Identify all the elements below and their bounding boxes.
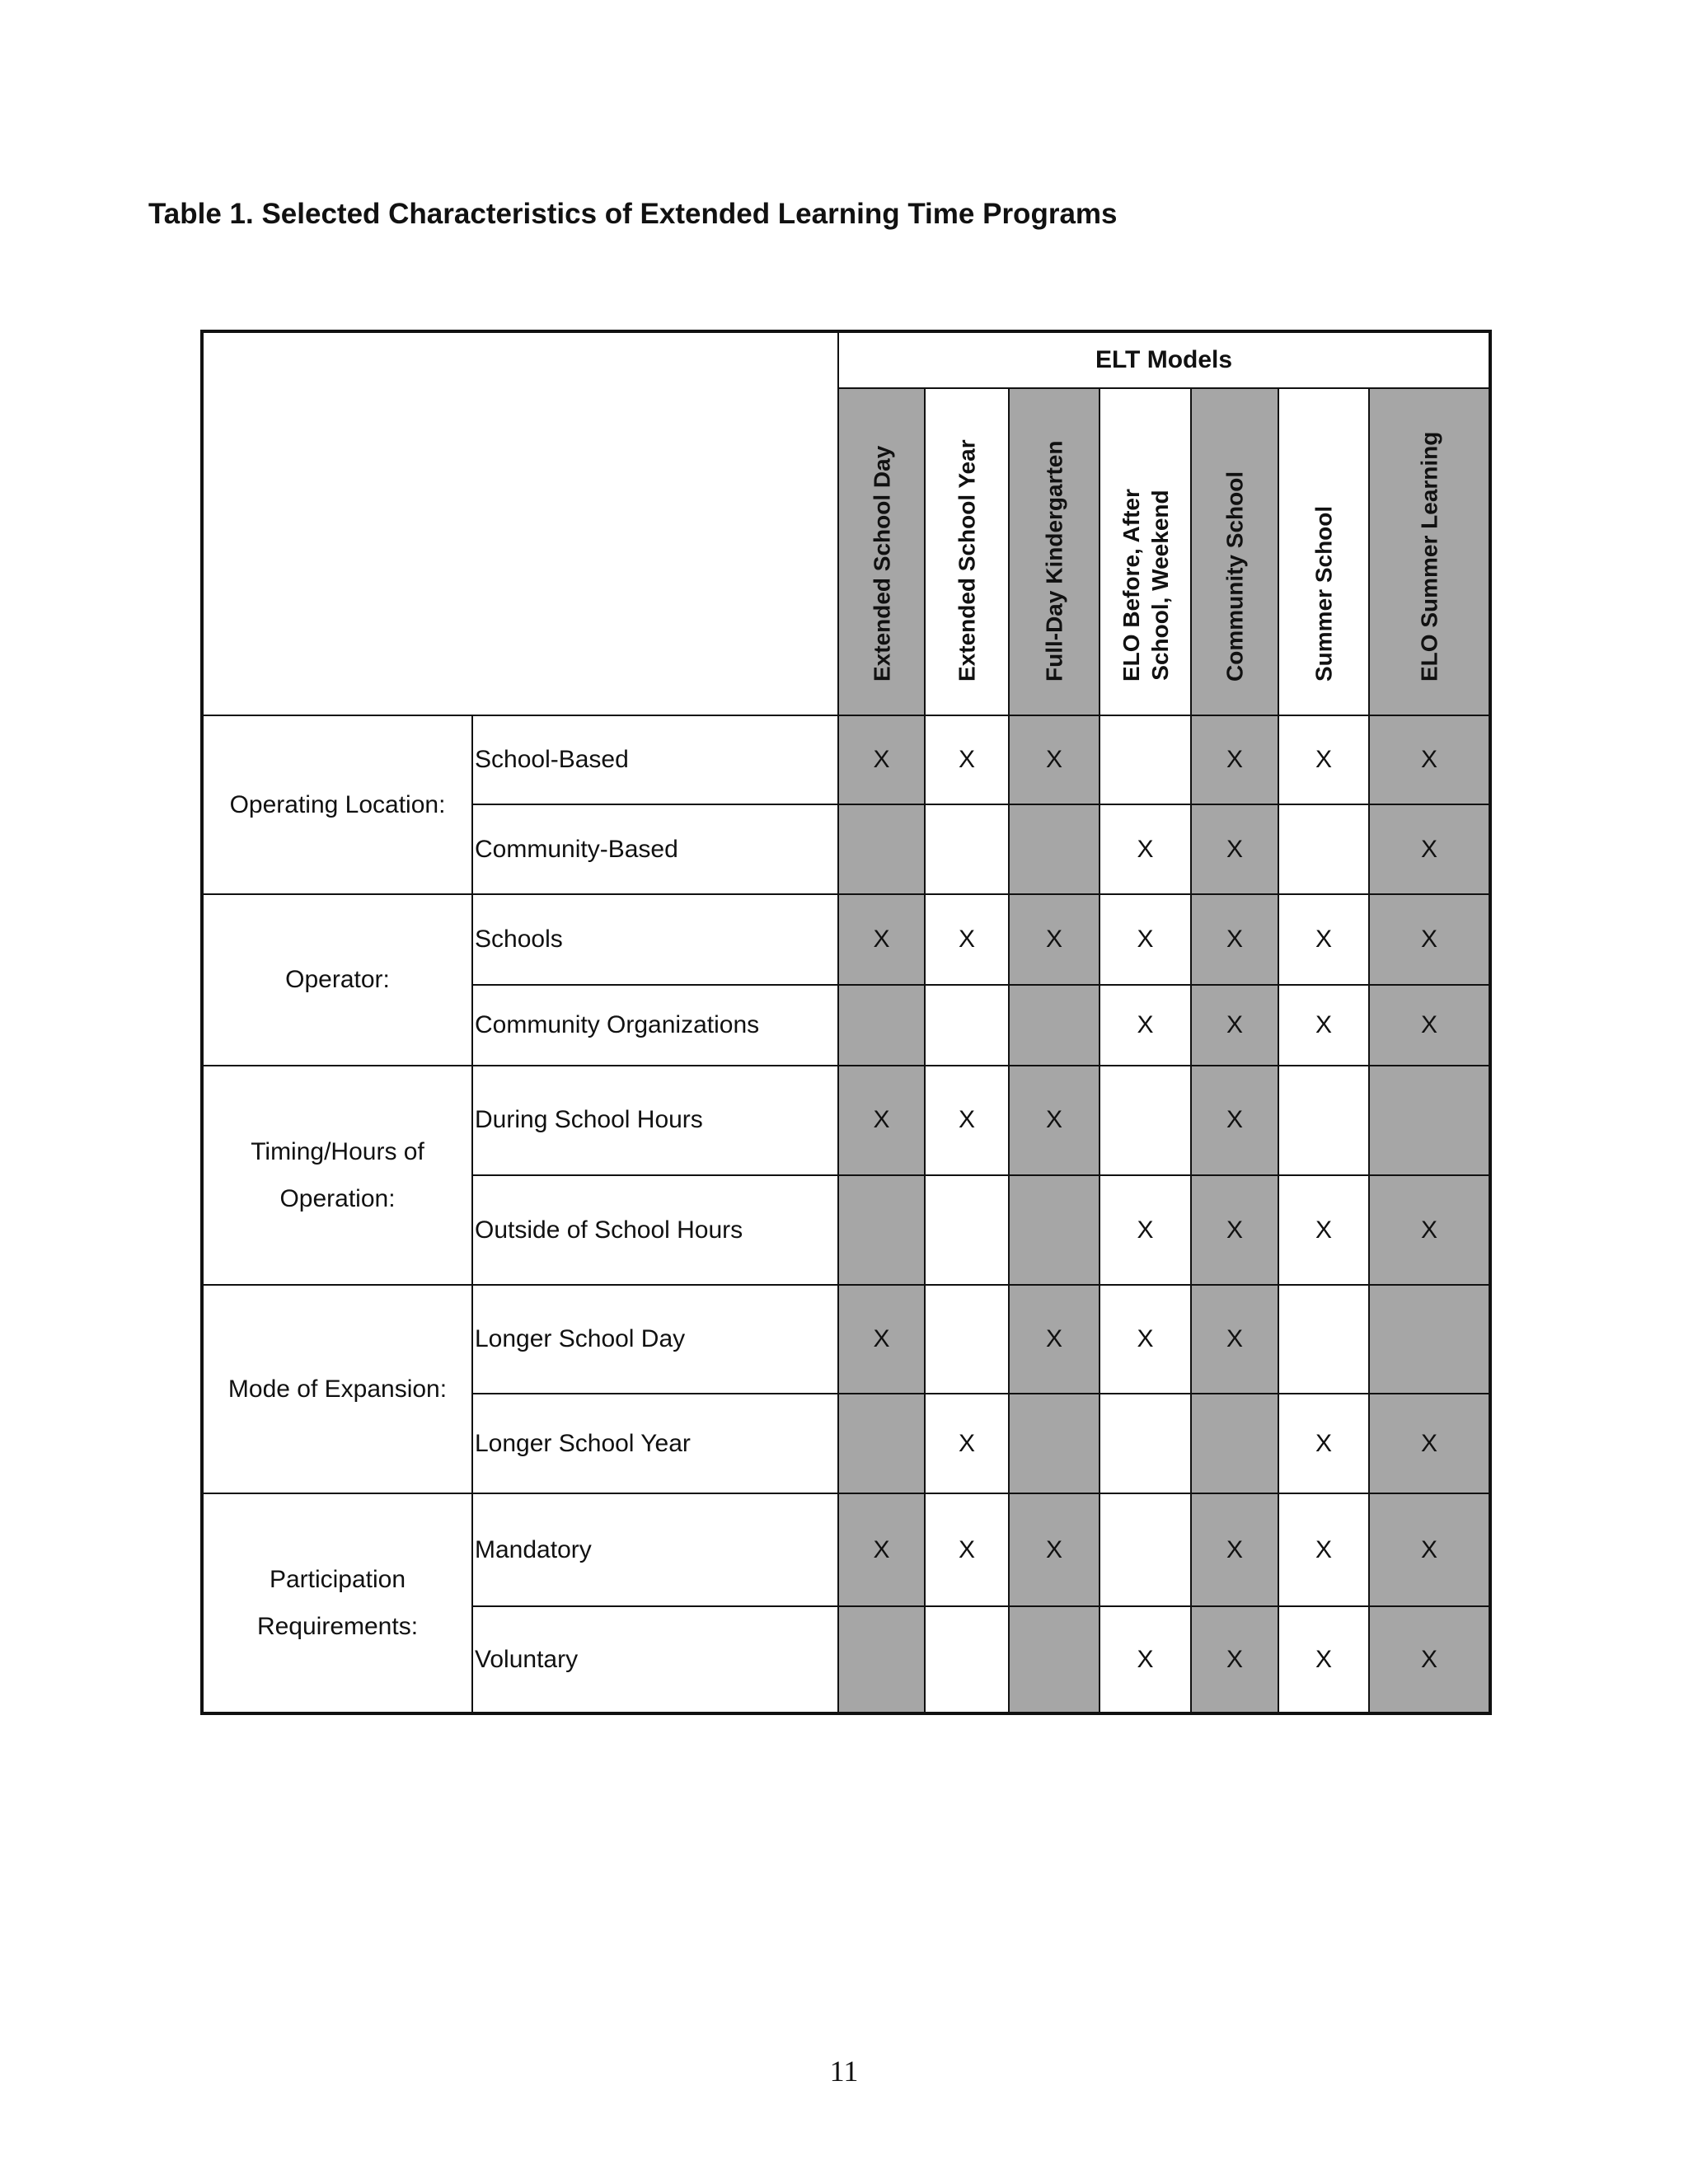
elt-characteristics-table-wrapper xyxy=(200,330,1489,1715)
mark-cell: X xyxy=(838,894,925,985)
column-header xyxy=(1369,388,1490,715)
column-header xyxy=(838,388,925,715)
mark-cell: X xyxy=(1278,894,1369,985)
group-label: Timing/Hours of Operation: xyxy=(202,1066,472,1285)
table-row xyxy=(202,1285,1490,1394)
mark-cell: X xyxy=(1100,1285,1191,1394)
mark-cell: X xyxy=(838,1066,925,1176)
mark-cell: X xyxy=(1369,1394,1490,1493)
mark-cell: X xyxy=(1100,804,1191,893)
row-label: Longer School Year xyxy=(472,1394,838,1493)
mark-cell: X xyxy=(1191,804,1278,893)
mark-cell: X xyxy=(1369,1606,1490,1713)
column-header xyxy=(925,388,1009,715)
mark-cell xyxy=(1278,1066,1369,1176)
mark-cell: X xyxy=(1100,1606,1191,1713)
mark-cell: X xyxy=(838,1285,925,1394)
mark-cell xyxy=(1009,804,1100,893)
elt-models-header: ELT Models xyxy=(838,331,1490,388)
mark-cell: X xyxy=(1191,1285,1278,1394)
table-body xyxy=(202,715,1490,1713)
column-header-label xyxy=(1117,489,1175,682)
column-header xyxy=(1191,388,1278,715)
column-header-label-line: Extended School Year xyxy=(954,439,980,682)
mark-cell: X xyxy=(1009,1493,1100,1607)
mark-cell xyxy=(838,1175,925,1285)
row-label: Schools xyxy=(472,894,838,985)
row-label: School-Based xyxy=(472,715,838,804)
mark-cell: X xyxy=(1191,1606,1278,1713)
mark-cell xyxy=(1191,1394,1278,1493)
mark-cell: X xyxy=(1369,894,1490,985)
mark-cell xyxy=(925,1285,1009,1394)
group-label: Participation Requirements: xyxy=(202,1493,472,1713)
row-label: Community Organizations xyxy=(472,985,838,1065)
mark-cell: X xyxy=(1278,1175,1369,1285)
mark-cell: X xyxy=(1278,715,1369,804)
table-row xyxy=(202,1493,1490,1607)
mark-cell xyxy=(838,1606,925,1713)
mark-cell: X xyxy=(1100,1175,1191,1285)
column-header-label xyxy=(1415,432,1444,682)
group-label: Operator: xyxy=(202,894,472,1066)
mark-cell xyxy=(1369,1285,1490,1394)
table-row xyxy=(202,1066,1490,1176)
mark-cell: X xyxy=(1009,1285,1100,1394)
mark-cell: X xyxy=(925,1493,1009,1607)
column-header-label xyxy=(867,446,896,682)
mark-cell: X xyxy=(1278,1606,1369,1713)
mark-cell xyxy=(838,985,925,1065)
mark-cell xyxy=(925,804,1009,893)
mark-cell: X xyxy=(925,715,1009,804)
group-label: Mode of Expansion: xyxy=(202,1285,472,1493)
table-corner xyxy=(202,331,838,715)
mark-cell: X xyxy=(1369,715,1490,804)
mark-cell xyxy=(1278,804,1369,893)
mark-cell: X xyxy=(925,1066,1009,1176)
mark-cell xyxy=(1009,1606,1100,1713)
mark-cell xyxy=(838,804,925,893)
page-title: Table 1. Selected Characteristics of Extended Learning Time Programs xyxy=(148,198,1118,230)
mark-cell: X xyxy=(1100,985,1191,1065)
group-label: Operating Location: xyxy=(202,715,472,894)
column-header-label xyxy=(1221,471,1250,682)
column-header-label-line: Summer School xyxy=(1311,505,1337,682)
mark-cell: X xyxy=(1009,1066,1100,1176)
mark-cell: X xyxy=(925,1394,1009,1493)
page-number: 11 xyxy=(829,2055,859,2088)
mark-cell xyxy=(1278,1285,1369,1394)
mark-cell xyxy=(1009,1175,1100,1285)
mark-cell: X xyxy=(1369,1493,1490,1607)
mark-cell xyxy=(1009,1394,1100,1493)
column-header xyxy=(1278,388,1369,715)
column-header-label xyxy=(1040,441,1069,682)
table-row xyxy=(202,894,1490,985)
row-label: During School Hours xyxy=(472,1066,838,1176)
mark-cell xyxy=(1100,1394,1191,1493)
mark-cell xyxy=(1009,985,1100,1065)
mark-cell xyxy=(925,1606,1009,1713)
mark-cell: X xyxy=(1369,804,1490,893)
mark-cell: X xyxy=(1278,1493,1369,1607)
row-label: Outside of School Hours xyxy=(472,1175,838,1285)
row-label: Community-Based xyxy=(472,804,838,893)
column-header-label xyxy=(1310,506,1339,682)
column-header-label-line: ELO Before, After xyxy=(1118,489,1144,682)
mark-cell xyxy=(925,1175,1009,1285)
mark-cell: X xyxy=(1191,715,1278,804)
row-label: Mandatory xyxy=(472,1493,838,1607)
mark-cell: X xyxy=(838,1493,925,1607)
column-header xyxy=(1009,388,1100,715)
mark-cell: X xyxy=(1191,1066,1278,1176)
column-header-label-line: Community School xyxy=(1221,471,1248,682)
column-header-label-line: ELO Summer Learning xyxy=(1416,431,1442,682)
column-header-label-line: School, Weekend xyxy=(1146,490,1173,681)
mark-cell: X xyxy=(1191,985,1278,1065)
mark-cell xyxy=(1369,1066,1490,1176)
mark-cell: X xyxy=(1009,894,1100,985)
mark-cell xyxy=(1100,1066,1191,1176)
mark-cell: X xyxy=(1278,985,1369,1065)
mark-cell: X xyxy=(925,894,1009,985)
column-header-label xyxy=(953,439,982,682)
mark-cell: X xyxy=(1191,894,1278,985)
elt-characteristics-table xyxy=(200,330,1492,1715)
mark-cell xyxy=(838,1394,925,1493)
column-header xyxy=(1100,388,1191,715)
mark-cell: X xyxy=(1369,985,1490,1065)
mark-cell: X xyxy=(1278,1394,1369,1493)
mark-cell xyxy=(1100,715,1191,804)
column-header-label-line: Full-Day Kindergarten xyxy=(1041,440,1067,682)
mark-cell: X xyxy=(1100,894,1191,985)
column-header-label-line: Extended School Day xyxy=(869,445,894,682)
mark-cell xyxy=(925,985,1009,1065)
mark-cell: X xyxy=(1009,715,1100,804)
table-row xyxy=(202,715,1490,804)
row-label: Voluntary xyxy=(472,1606,838,1713)
row-label: Longer School Day xyxy=(472,1285,838,1394)
mark-cell: X xyxy=(1191,1493,1278,1607)
mark-cell xyxy=(1100,1493,1191,1607)
mark-cell: X xyxy=(1191,1175,1278,1285)
mark-cell: X xyxy=(1369,1175,1490,1285)
mark-cell: X xyxy=(838,715,925,804)
